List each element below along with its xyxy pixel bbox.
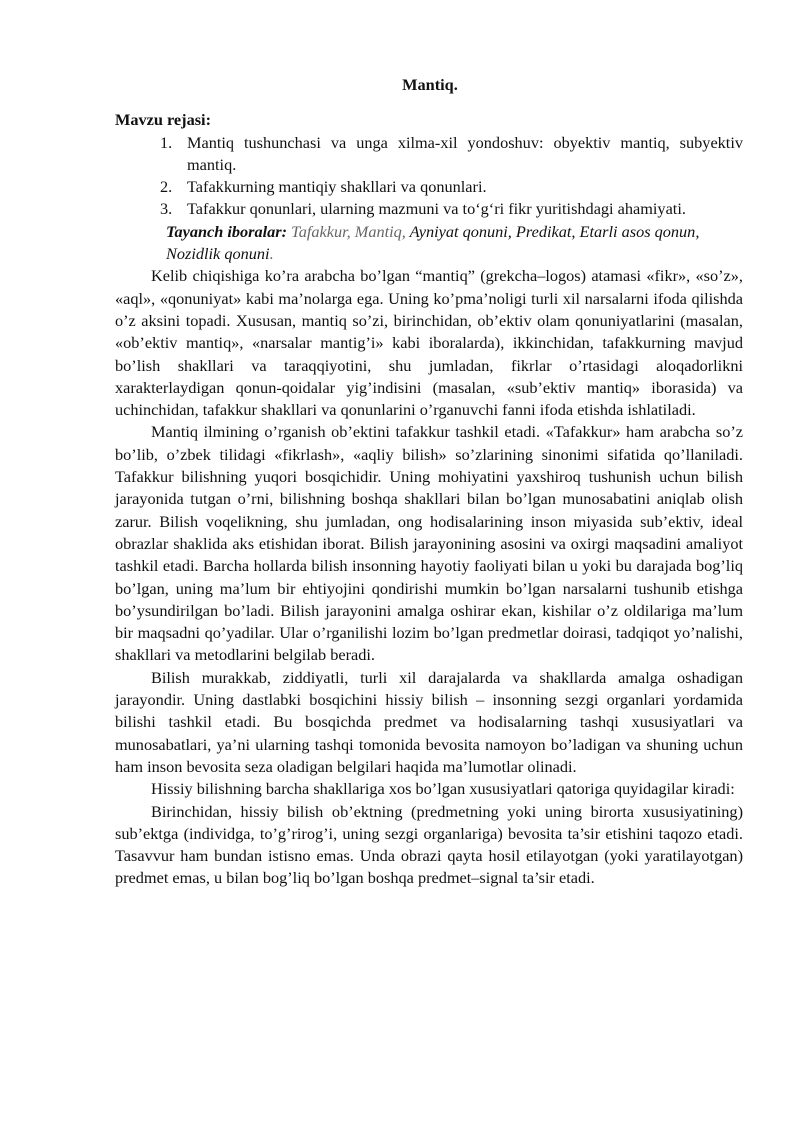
plan-item-number: 3.	[160, 199, 173, 219]
plan-list	[115, 132, 743, 221]
plan-heading: Mavzu rejasi:	[115, 110, 212, 130]
plan-item-text: Tafakkurning mantiqiy shakllari va qonunlari.	[187, 177, 487, 197]
plan-item-text: Mantiq tushunchasi va unga xilma-xil yondoshuv: obyektiv mantiq, subyektiv mantiq.	[187, 132, 743, 174]
keywords-line	[115, 221, 743, 266]
body-paragraph: Hissiy bilishning barcha shakllariga xos bo’lgan xususiyatlari qatoriga quyidagilar kiradi:	[151, 779, 735, 799]
body-paragraph: Bilish murakkab, ziddiyatli, turli xil darajalarda va shakllarda amalga oshadigan jarayondir. Uning dastlabki bosqichini hissiy bilish – insonning sezgi organlari yordamida bilishi tashkil etadi. Bu bosqichda predmet va hodisalarning tashqi xususiyatlari va munosabatlari, ya’ni ularning tashqi tomonida bevosita namoyon bo’ladigan va shuning uchun ham inson bevosita seza oladigan belgilari haqida ma’lumotlar olinadi.	[115, 667, 743, 776]
plan-item-text: Tafakkur qonunlari, ularning mazmuni va to‘g‘ri fikr yuritishdagi ahamiyati.	[187, 199, 686, 219]
plan-item	[160, 176, 743, 198]
keywords-end: .	[269, 244, 274, 264]
keywords-label: Tayanch iboralar:	[166, 221, 288, 241]
document-page	[115, 74, 743, 890]
plan-item	[160, 132, 743, 177]
keywords-highlighted: Tafakkur, Mantiq,	[287, 221, 406, 241]
keywords-rest: Ayniyat qonuni, Predikat, Etarli asos qonun, Nozidlik qonuni	[166, 221, 700, 264]
body-paragraph: Kelib chiqishiga ko’ra arabcha bo’lgan “mantiq” (grekcha–logos) atamasi «fikr», «so’z», «aql», «qonuniyat» kabi ma’nolarga ega. Uning ko’pma’noligi turli xil narsalarni ifoda qilishda o’z aksini topadi. Xususan, mantiq so’zi, birinchidan, ob’ektiv olam qonuniyatlarini (masalan, «ob’ektiv mantiq», «narsalar mantig’i» kabi iboralarda), ikkinchidan, tafakkurning mavjud bo’lish shakllari va taraqqiyotini, shu jumladan, fikrlar o’rtasidagi aloqadorlikni xarakterlaydigan qonun-qoidalar yig’indisini (masalan, «sub’ektiv mantiq» iborasida) va uchinchidan, tafakkur shakllari va qonunlarini o’rganuvchi fanni ifoda etishda ishlatiladi.	[115, 266, 743, 420]
body-paragraph: Mantiq ilmining o’rganish ob’ektini tafakkur tashkil etadi. «Tafakkur» ham arabcha so’z bo’lib, o’zbek tilidagi «fikrlash», «aqliy bilish» so’zlarining sinonimi sifatida qo’llaniladi. Tafakkur bilishning yuqori bosqichidir. Uning mohiyatini yaxshiroq tushunish uchun bilish jarayonida tutgan o’rni, bilishning boshqa shakllari bilan bo’lgan munosabatini aniqlab olish zarur. Bilish voqelikning, shu jumladan, ong hodisalarining inson miyasida sub’ektiv, ideal obrazlar shaklida aks etishidan iborat. Bilish jarayonining asosini va oxirgi maqsadini amaliyot tashkil etadi. Barcha hollarda bilish insonning hayotiy faoliyati bilan u yoki bu darajada bog’liq bo’lgan, uning ma’lum bir ehtiyojini qondirishi mumkin bo’lgan narsalarni tushunib etishga bo’ysundirilgan bo’ladi. Bilish jarayonini amalga oshirar ekan, kishilar o’z oldilariga ma’lum bir maqsadni qo’yadilar. Ular o’rganilishi lozim bo’lgan predmetlar doirasi, tadqiqot yo’nalishi, shakllari va metodlarini belgilab beradi.	[115, 422, 743, 665]
plan-item-number: 2.	[160, 177, 173, 197]
document-title: Mantiq.	[402, 75, 458, 94]
plan-item	[160, 198, 743, 220]
body-paragraph: Birinchidan, hissiy bilish ob’ektning (predmetning yoki uning birorta xususiyatining) sub’ektga (individga, to’g’rirog’i, uning sezgi organlariga) bevosita ta’sir etishini taqozo etadi. Tasavvur ham bundan istisno emas. Unda obrazi qayta hosil etilayotgan (yoki yaratilayotgan) predmet emas, u bilan bog’liq bo’lgan boshqa predmet–signal ta’sir etadi.	[115, 801, 743, 888]
plan-item-number: 1.	[160, 132, 173, 152]
